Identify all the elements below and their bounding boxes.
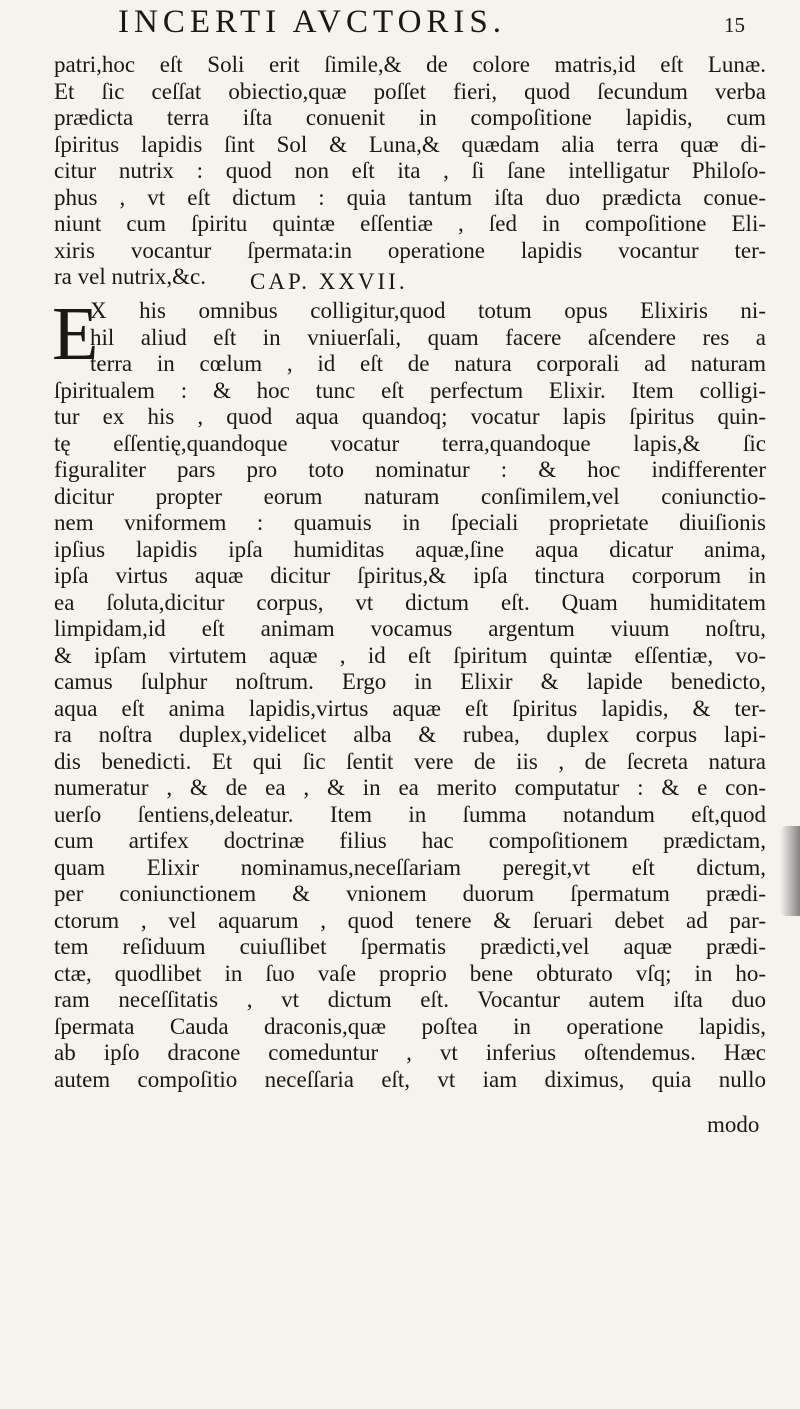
text-line: limpidam,id eſt animam vocamus argentum viuum noſtru, — [54, 616, 766, 641]
text-line: quam Elixir nominamus,neceſſariam peregit,vt eſt dictum, — [54, 854, 766, 880]
page-number: 15 — [724, 13, 745, 37]
text-line: tem reſiduum cuiuſlibet ſpermatis prædicti,vel aquæ prædi- — [54, 934, 766, 959]
chapter-heading: CAP. XXVII. — [250, 269, 408, 294]
text-line: terra in cœlum , id eſt de natura corporali ad naturam — [90, 351, 766, 376]
text-line: ra vel nutrix,&c. — [54, 264, 207, 289]
text-line: ea ſoluta,dicitur corpus, vt dictum eſt. Quam humiditatem — [54, 589, 766, 615]
text-line: ctorum , vel aquarum , quod tenere & ſeruari debet ad par- — [54, 907, 766, 933]
text-line: autem compoſitio neceſſaria eſt, vt iam diximus, quia nullo — [54, 1066, 766, 1092]
drop-cap-initial: E — [52, 292, 99, 376]
text-line: ra noſtra duplex,videlicet alba & rubea, duplex corpus lapi- — [54, 722, 766, 747]
text-line: xiris vocantur ſpermata:in operatione lapidis vocantur ter- — [54, 237, 766, 263]
text-line: tę eſſentię,quandoque vocatur terra,quandoque lapis,& ſic — [54, 430, 766, 456]
text-line: citur nutrix : quod non eſt ita , ſi ſane intelligatur Philoſo- — [54, 158, 766, 183]
page-edge-blot — [780, 826, 800, 916]
text-line: ſpiritus lapidis ſint Sol & Luna,& quædam alia terra quæ di- — [54, 131, 766, 157]
text-line: dicitur propter eorum naturam conſimilem,vel coniunctio- — [54, 483, 766, 509]
text-line: ſpiritualem : & hoc tunc eſt perfectum Elixir. Item colligi- — [54, 377, 766, 403]
text-line: cum artifex doctrinæ filius hac compoſitionem prædictam, — [54, 828, 766, 853]
text-line: ram neceſſitatis , vt dictum eſt. Vocantur autem iſta duo — [54, 987, 766, 1012]
text-line: patri,hoc eſt Soli erit ſimile,& de colore matris,id eſt Lunæ. — [54, 52, 766, 77]
text-line: aqua eſt anima lapidis,virtus aquæ eſt ſpiritus lapidis, & ter- — [54, 695, 766, 721]
text-line: per coniunctionem & vnionem duorum ſpermatum prædi- — [54, 881, 766, 906]
text-line: camus ſulphur noſtrum. Ergo in Elixir & lapide benedicto, — [54, 669, 766, 694]
text-line: ctæ, quodlibet in ſuo vaſe proprio bene obturato vſq; in ho- — [54, 960, 766, 986]
text-line: nem vniformem : quamuis in ſpeciali proprietate diuiſionis — [54, 510, 766, 535]
text-line: ipſa virtus aquæ dicitur ſpiritus,& ipſa tinctura corporum in — [54, 563, 766, 588]
chapter-paragraph — [52, 292, 766, 1093]
running-title: INCERTI AVCTORIS. — [118, 4, 507, 40]
text-line: phus , vt eſt dictum : quia tantum iſta duo prædicta conue- — [54, 184, 766, 210]
text-line: numeratur , & de ea , & in ea merito computatur : & e con- — [54, 775, 766, 800]
text-line: X his omnibus colligitur,quod totum opus Elixiris ni- — [90, 298, 766, 323]
text-line: ipſius lapidis ipſa humiditas aquæ,ſine aqua dicatur anima, — [54, 536, 766, 562]
text-line: & ipſam virtutem aquæ , id eſt ſpiritum quintæ eſſentiæ, vo- — [54, 642, 766, 668]
text-line: dis benedicti. Et qui ſic ſentit vere de iis , de ſecreta natura — [54, 748, 766, 774]
text-line: tur ex his , quod aqua quandoq; vocatur lapis ſpiritus quin- — [54, 404, 766, 429]
text-line: hil aliud eſt in vniuerſali, quam facere aſcendere res a — [90, 324, 766, 350]
text-line: niunt cum ſpiritu quintæ eſſentiæ , ſed in compoſitione Eli- — [54, 211, 766, 236]
text-line: figuraliter pars pro toto nominatur : & hoc indifferenter — [54, 457, 766, 482]
paragraph-continued — [54, 52, 766, 291]
text-line: ab ipſo dracone comeduntur , vt inferius oſtendemus. Hæc — [54, 1040, 766, 1065]
text-line: Et ſic ceſſat obiectio,quæ poſſet fieri, quod ſecundum verba — [54, 78, 766, 104]
text-line: ſpermata Cauda draconis,quæ poſtea in operatione lapidis, — [54, 1013, 766, 1039]
text-line: prædicta terra iſta conuenit in compoſitione lapidis, cum — [54, 105, 766, 130]
text-line: uerſo ſentiens,deleatur. Item in ſumma notandum eſt,quod — [54, 801, 766, 827]
catchword: modo — [707, 1112, 760, 1137]
